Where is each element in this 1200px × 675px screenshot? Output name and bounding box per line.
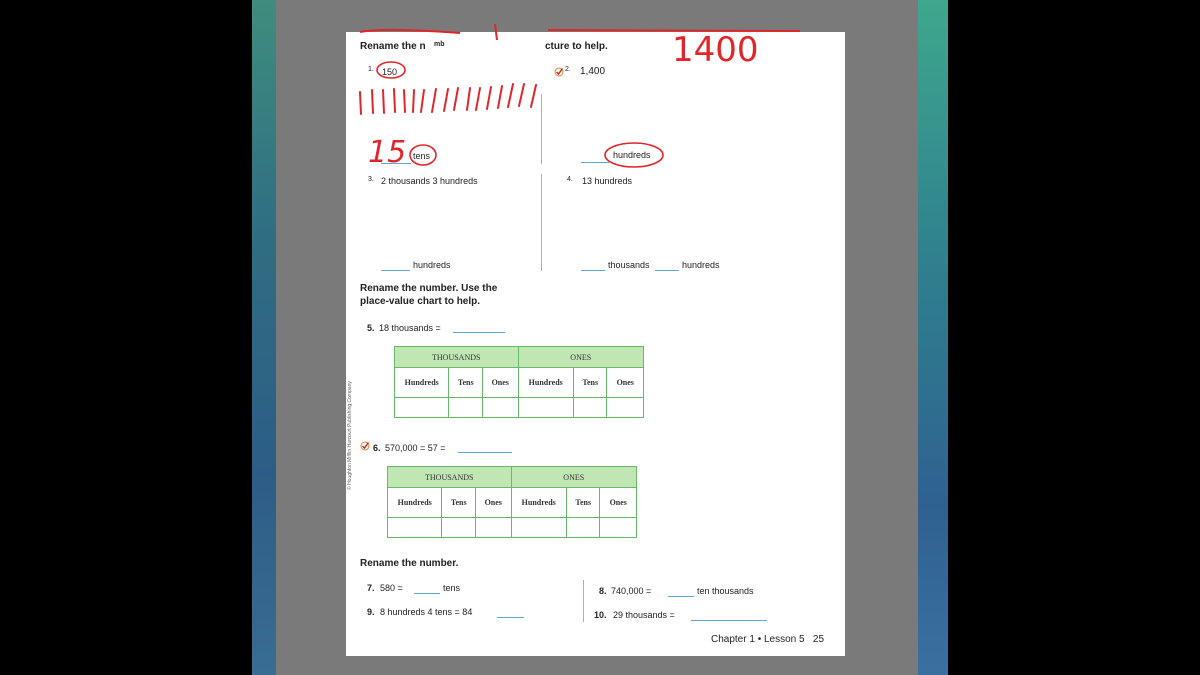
problem-2-blank[interactable] <box>581 162 609 163</box>
heading-top-fragment: mb <box>434 41 445 48</box>
chart-5-cell[interactable] <box>518 398 573 418</box>
chart-6-cell[interactable] <box>566 518 600 538</box>
problem-2-number: 2. <box>565 66 571 73</box>
problem-10-number: 10. <box>594 610 607 620</box>
problem-7-text-b: tens <box>443 583 461 593</box>
problem-3-number: 3. <box>368 176 374 183</box>
problem-10-text-a: 29 thousands = <box>613 610 675 620</box>
chart-5-col-hundreds: Hundreds <box>395 368 449 398</box>
problem-4-blank-1[interactable] <box>581 270 605 271</box>
problem-5-blank[interactable] <box>453 332 505 333</box>
problem-9-number: 9. <box>367 607 375 617</box>
chart-5-cell[interactable] <box>482 398 518 418</box>
problem-1-number: 1. <box>368 66 374 73</box>
problem-10-blank[interactable] <box>691 620 767 621</box>
chart-6-col-hundreds-2: Hundreds <box>511 488 566 518</box>
problem-8-text-a: 740,000 = <box>611 586 652 596</box>
chart-5-col-tens-2: Tens <box>573 368 607 398</box>
problem-8-blank[interactable] <box>668 596 694 597</box>
problem-6-number: 6. <box>373 443 381 453</box>
heading-top-start: Rename the n <box>360 41 426 52</box>
chart-5-group-thousands: THOUSANDS <box>395 347 519 368</box>
chart-6-group-thousands: THOUSANDS <box>388 467 512 488</box>
chart-6-col-hundreds: Hundreds <box>388 488 442 518</box>
problem-4-number: 4. <box>567 176 573 183</box>
chart-5-col-hundreds-2: Hundreds <box>518 368 573 398</box>
chart-6-cell[interactable] <box>600 518 637 538</box>
chart-5-cell[interactable] <box>449 398 483 418</box>
page-footer: Chapter 1 • Lesson 5 25 <box>711 634 825 645</box>
problem-7-text-a: 580 = <box>380 583 403 593</box>
letterbox-left <box>0 0 252 675</box>
problem-3-unit: hundreds <box>413 260 451 270</box>
chart-6-group-ones: ONES <box>511 467 637 488</box>
problem-7-blank[interactable] <box>414 593 440 594</box>
problem-8-number: 8. <box>599 586 607 596</box>
chart-5-col-ones: Ones <box>482 368 518 398</box>
chart-6-col-ones-2: Ones <box>600 488 637 518</box>
chart-6-col-tens: Tens <box>442 488 476 518</box>
problem-7-number: 7. <box>367 583 375 593</box>
problem-3-value: 2 thousands 3 hundreds <box>381 176 478 186</box>
problem-1-blank[interactable] <box>381 163 411 164</box>
letterbox-right <box>948 0 1200 675</box>
desktop-wallpaper-left <box>252 0 276 675</box>
problem-3-blank[interactable] <box>381 270 410 271</box>
desktop-wallpaper-right <box>918 0 948 675</box>
problem-5-number: 5. <box>367 323 375 333</box>
copyright-notice: © Houghton Mifflin Harcourt Publishing Company <box>347 381 353 490</box>
chart-5-cell[interactable] <box>607 398 644 418</box>
worksheet-page <box>346 32 845 656</box>
chart-5-cell[interactable] <box>395 398 449 418</box>
chart-6-cell[interactable] <box>442 518 476 538</box>
chart-6-cell[interactable] <box>388 518 442 538</box>
chart-5-col-tens: Tens <box>449 368 483 398</box>
problem-4-unit-1: thousands <box>608 260 650 270</box>
problem-4-value: 13 hundreds <box>582 176 633 186</box>
column-divider-1 <box>541 94 542 164</box>
chart-5-group-ones: ONES <box>518 347 644 368</box>
problem-6-text: 570,000 = 57 = <box>385 443 446 453</box>
problem-4-blank-2[interactable] <box>655 270 679 271</box>
problem-8-text-b: ten thousands <box>697 586 754 596</box>
section-2-heading: Rename the number. Use the place-value chart to help. <box>360 283 498 307</box>
place-value-chart-6 <box>387 466 637 538</box>
heading-top-end: cture to help. <box>545 41 608 52</box>
column-divider-3 <box>583 580 584 622</box>
problem-4-unit-2: hundreds <box>682 260 720 270</box>
problem-1-unit: tens <box>413 151 431 161</box>
handwritten-15: 15 <box>368 135 407 170</box>
chart-5-col-ones-2: Ones <box>607 368 644 398</box>
column-divider-2 <box>541 174 542 271</box>
problem-5-text: 18 thousands = <box>379 323 441 333</box>
chart-6-col-tens-2: Tens <box>566 488 600 518</box>
chart-5-cell[interactable] <box>573 398 607 418</box>
problem-9-blank[interactable] <box>497 617 524 618</box>
handwritten-1400: 1400 <box>672 30 759 70</box>
problem-2-value: 1,400 <box>580 66 606 77</box>
problem-1-value: 150 <box>382 67 398 77</box>
problem-9-text-a: 8 hundreds 4 tens = 84 <box>380 607 473 617</box>
problem-6-blank[interactable] <box>458 452 512 453</box>
chart-6-cell[interactable] <box>475 518 511 538</box>
chart-6-cell[interactable] <box>511 518 566 538</box>
problem-2-unit: hundreds <box>613 150 651 160</box>
chart-6-col-ones: Ones <box>475 488 511 518</box>
section-3-heading: Rename the number. <box>360 558 459 569</box>
place-value-chart-5 <box>394 346 644 418</box>
checkmark-icon <box>554 67 564 77</box>
checkmark-icon <box>360 441 370 451</box>
